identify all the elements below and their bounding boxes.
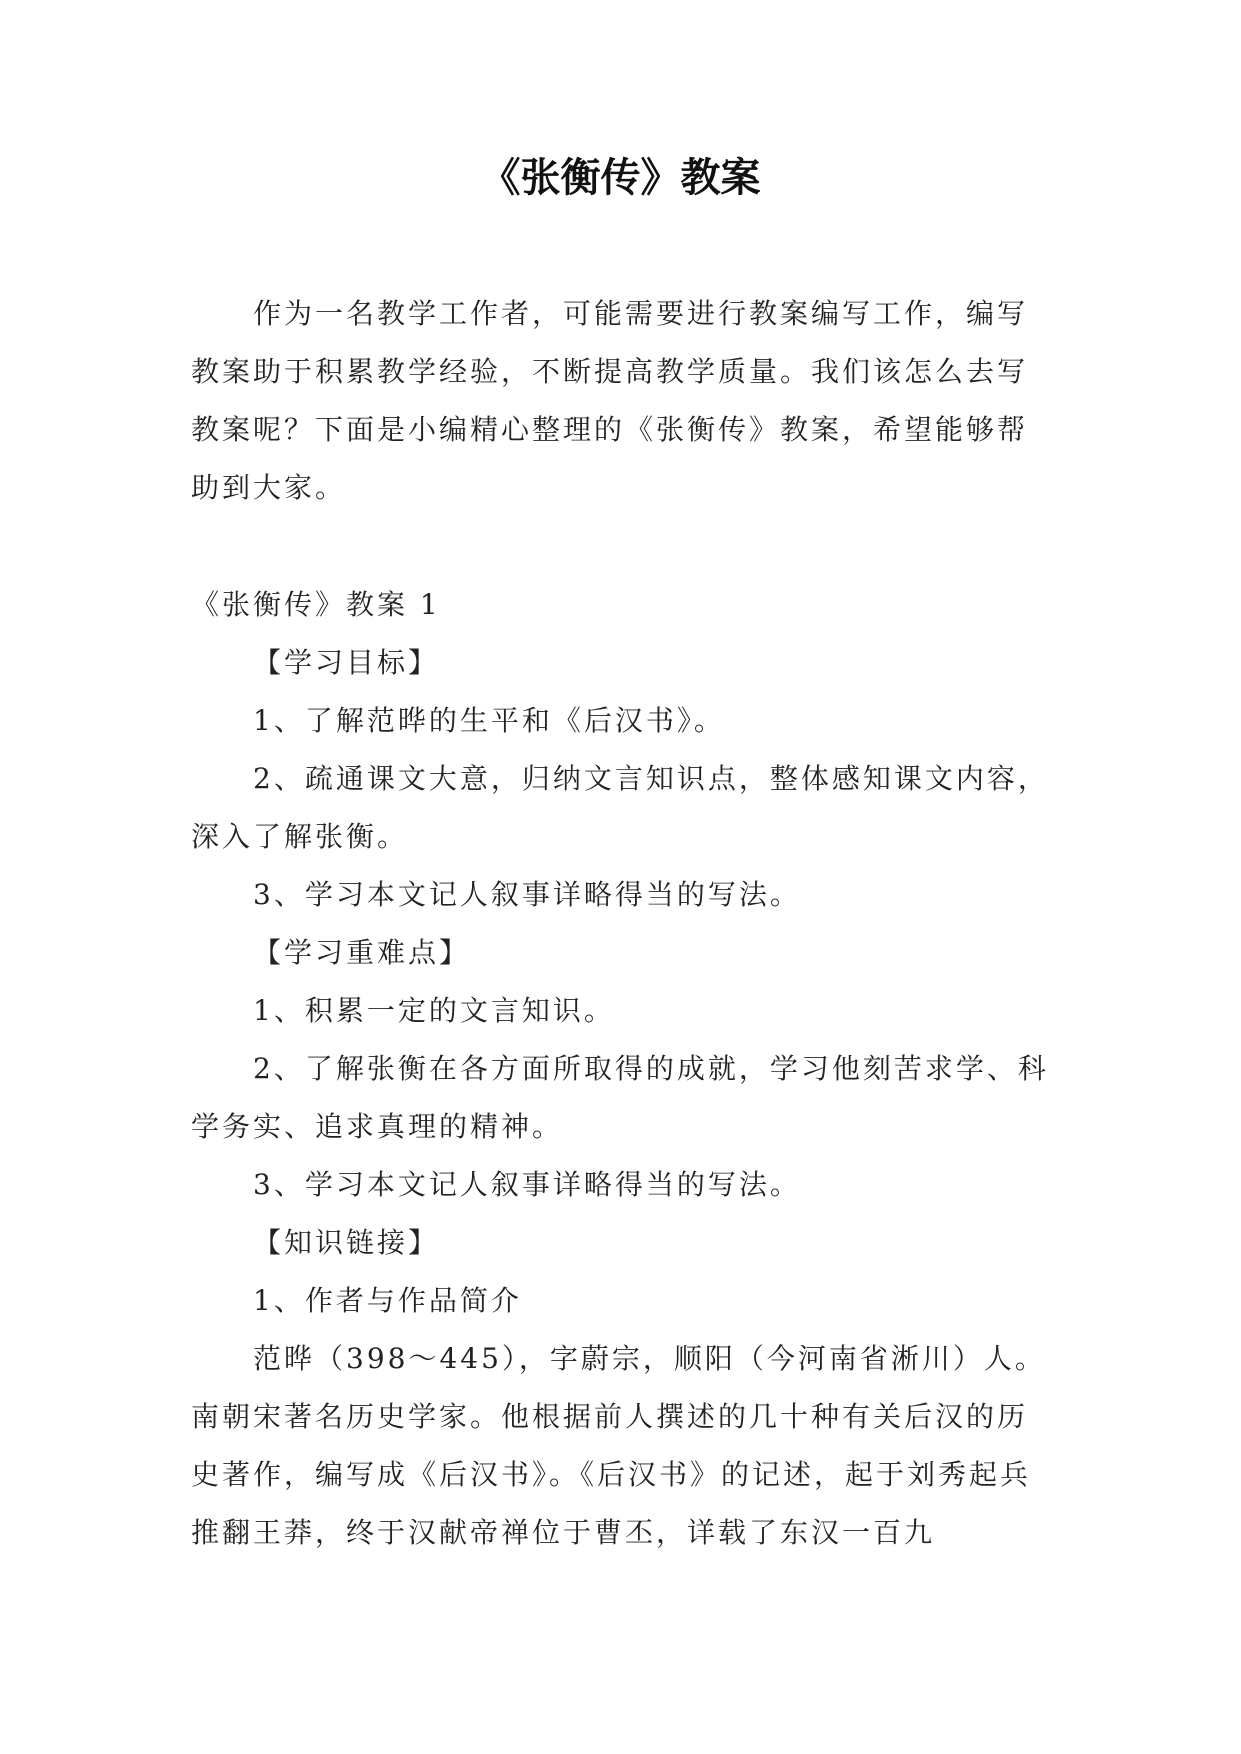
intro-paragraph: 作为一名教学工作者，可能需要进行教案编写工作，编写教案助于积累教学经验，不断提高教学质量。我们该怎么去写教案呢？下面是小编精心整理的《张衡传》教案，希望能够帮助到大家。 [191,297,1029,504]
objective-item: 1、了解范晔的生平和《后汉书》。 [253,704,725,737]
document-title: 《张衡传》教案 [480,155,761,201]
objectives-heading: 【学习目标】 [253,646,440,679]
section-heading: 《张衡传》教案 1 [191,588,441,621]
section-1 [191,576,1051,1562]
objective-item: 3、学习本文记人叙事详略得当的写法。 [253,878,801,911]
knowledge-link-item: 1、作者与作品简介 [253,1284,522,1317]
key-point-item: 3、学习本文记人叙事详略得当的写法。 [253,1168,801,1201]
knowledge-link-heading: 【知识链接】 [253,1226,440,1259]
key-point-item: 2、了解张衡在各方面所取得的成就，学习他刻苦求学、科学务实、追求真理的精神。 [191,1052,1049,1143]
key-points-heading: 【学习重难点】 [253,936,471,969]
key-point-item: 1、积累一定的文言知识。 [253,994,615,1027]
objective-item: 2、疏通课文大意，归纳文言知识点，整体感知课文内容，深入了解张衡。 [191,762,1049,853]
author-bio-paragraph: 范晔（398～445），字蔚宗，顺阳（今河南省淅川）人。南朝宋著名历史学家。他根据前人撰述的几十种有关后汉的历史著作，编写成《后汉书》。《后汉书》的记述，起于刘秀起兵推翻王莽，终于汉献帝禅位于曹丕，详载了东汉一百九 [191,1342,1046,1549]
